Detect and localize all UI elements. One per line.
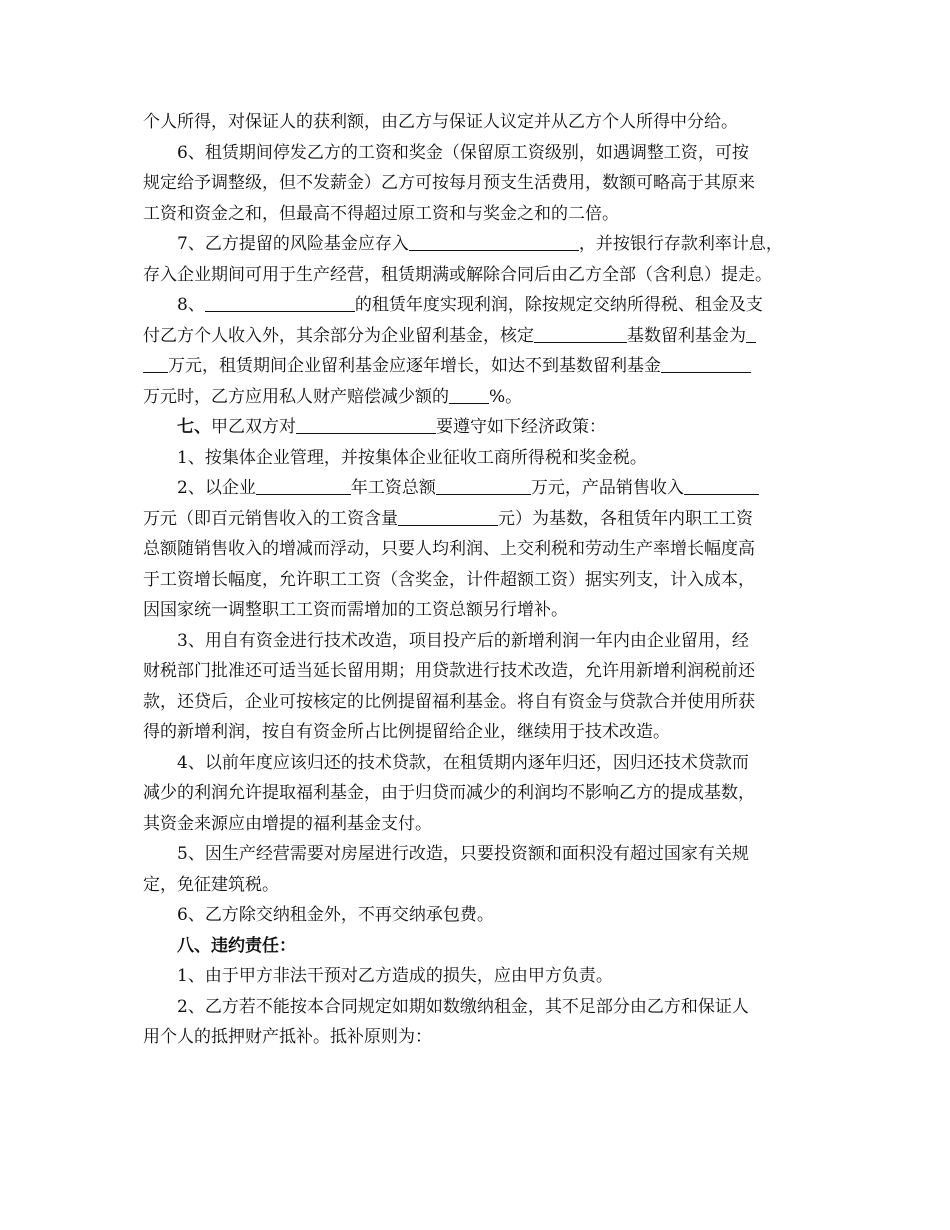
text-segment: 付乙方个人收入外，其余部分为企业留利基金，核定	[143, 325, 534, 346]
doc-line	[143, 504, 820, 535]
doc-line: 得的新增利润，按自有资金所占比例提留给企业，继续用于技术改造。	[143, 722, 670, 742]
doc-line	[143, 351, 820, 382]
fill-blank-sales	[684, 477, 759, 495]
doc-line	[143, 412, 820, 443]
doc-line	[143, 321, 820, 352]
doc-line: 财税部门批准还可适当延长留用期；用贷款进行技术改造，允许用新增利润税前还	[143, 661, 755, 681]
text-segment: 万元（即百元销售收入的工资含量	[143, 508, 398, 529]
fill-blank-base-amount-cont	[143, 355, 168, 373]
doc-line: 其资金来源应由增提的福利基金支付。	[143, 813, 432, 834]
fill-blank-percent	[449, 386, 489, 404]
fill-blank-wage-total	[436, 477, 531, 495]
fill-blank-wage-content	[398, 508, 498, 526]
text-segment: 要遵守如下经济政策：	[436, 417, 606, 437]
doc-line: 4、以前年度应该归还的技术贷款，在租赁期内逐年归还，因归还技术贷款而	[177, 752, 749, 773]
doc-line: 总额随销售收入的增减而浮动，只要人均利润、上交利税和劳动生产率增长幅度高	[143, 539, 755, 559]
doc-line: 因国家统一调整职工工资而需增加的工资总额另行增补。	[143, 600, 568, 620]
doc-line: 用个人的抵押财产抵补。抵补原则为：	[143, 1027, 432, 1047]
doc-line: 6、租赁期间停发乙方的工资和奖金（保留原工资级别，如遇调整工资，可按	[177, 142, 749, 163]
section-number: 七、	[177, 417, 211, 437]
fill-blank-base-amount	[746, 325, 756, 343]
text-segment: 基数留利基金为	[627, 325, 746, 346]
doc-line: 于工资增长幅度，允许职工工资（含奖金，计件超额工资）据实列支，计入成本，	[143, 569, 755, 590]
section-heading: 八、违约责任：	[177, 935, 296, 956]
doc-line: 5、因生产经营需要对房屋进行改造，只要投资额和面积没有超过国家有关规	[177, 844, 749, 864]
fill-blank-year	[256, 477, 351, 495]
text-segment: 8、	[177, 295, 205, 315]
doc-line: 规定给予调整级，但不发薪金）乙方可按每月预支生活费用，数额可略高于其原来	[143, 173, 755, 193]
doc-line: 定，免征建筑税。	[143, 874, 279, 895]
text-segment: 万元，产品销售收入	[530, 478, 684, 498]
doc-line: 个人所得，对保证人的获利额，由乙方与保证人议定并从乙方个人所得中分给。	[143, 112, 738, 132]
doc-line: 减少的利润允许提取福利基金，由于归贷而减少的利润均不影响乙方的提成基数，	[143, 783, 755, 803]
fill-blank-risk-fund-bank	[409, 233, 579, 251]
doc-line: 款，还贷后，企业可按核定的比例提留福利基金。将自有资金与贷款合并使用所获	[143, 691, 755, 712]
text-segment: 的租赁年度实现利润，除按规定交纳所得税、租金及支	[354, 295, 763, 315]
doc-line: 1、按集体企业管理，并按集体企业征收工商所得税和奖金税。	[177, 447, 647, 468]
doc-line	[143, 229, 820, 260]
fill-blank-subject	[296, 416, 436, 434]
doc-line	[143, 382, 820, 413]
doc-line	[143, 473, 820, 504]
doc-line: 6、乙方除交纳租金外，不再交纳承包费。	[177, 905, 494, 925]
text-segment: 2、以企业	[177, 478, 256, 498]
text-segment: 元）为基数，各租赁年内职工工资	[498, 508, 753, 529]
doc-line	[143, 290, 820, 321]
doc-line: 1、由于甲方非法干预对乙方造成的损失，应由甲方负责。	[177, 966, 613, 986]
text-segment: 甲乙双方对	[211, 417, 296, 437]
doc-line: 2、乙方若不能按本合同规定如期如数缴纳租金，其不足部分由乙方和保证人	[177, 996, 749, 1017]
doc-line: 工资和资金之和，但最高不得超过原工资和与奖金之和的二倍。	[143, 203, 619, 224]
text-segment: 万元，租赁期间企业留利基金应逐年增长，如达不到基数留利基金	[168, 356, 661, 376]
fill-blank-base-fund	[661, 355, 751, 373]
fill-blank-lease-year	[205, 294, 355, 312]
text-segment: 年工资总额	[350, 478, 436, 498]
text-segment: %。	[489, 386, 523, 407]
fill-blank-base-year	[534, 325, 627, 343]
text-segment: 万元时，乙方应用私人财产赔偿减少额的	[143, 386, 449, 407]
text-segment: 7、乙方提留的风险基金应存入	[177, 234, 409, 254]
doc-line: 3、用自有资金进行技术改造，项目投产后的新增利润一年内由企业留用，经	[177, 630, 749, 651]
text-segment: ，并按银行存款利率计息，	[578, 234, 783, 254]
doc-line: 存入企业期间可用于生产经营，租赁期满或解除合同后由乙方全部（含利息）提走。	[143, 264, 772, 285]
